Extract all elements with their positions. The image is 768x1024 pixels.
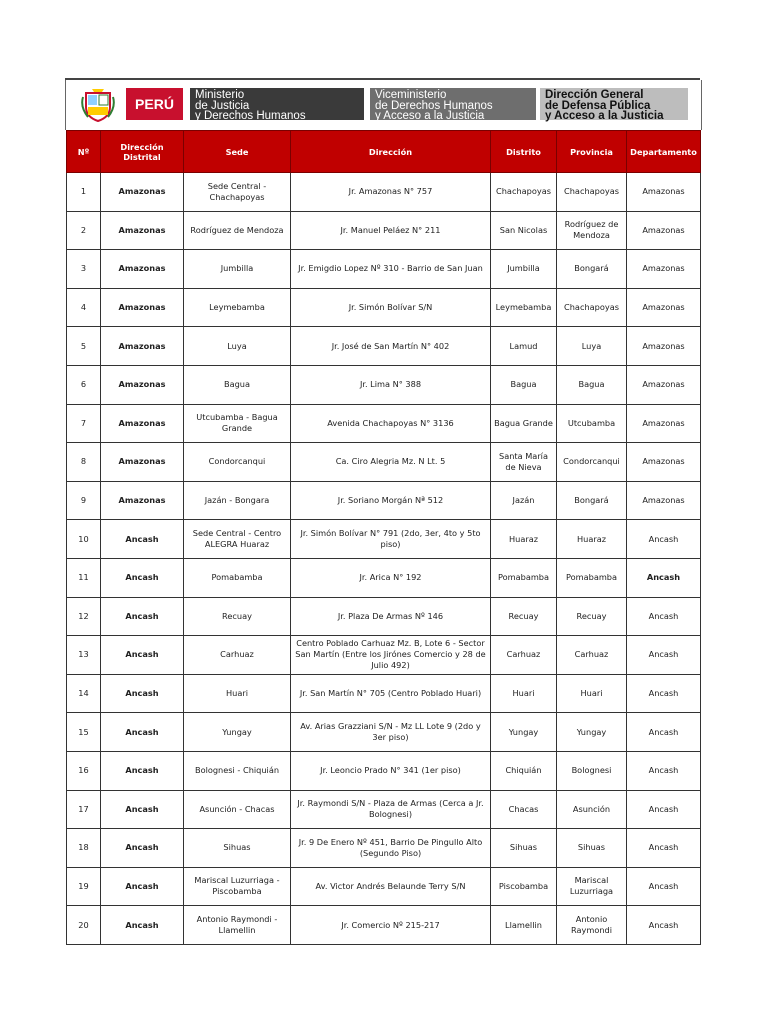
viceministry-label: Viceministerio de Derechos Humanos y Acceso a la Justicia (370, 88, 536, 120)
cell-department: Ancash (627, 558, 701, 597)
cell-number: 3 (67, 250, 101, 289)
table-row (67, 713, 701, 752)
cell-address: Jr. Raymondi S/N - Plaza de Armas (Cerca a Jr. Bolognesi) (291, 790, 491, 829)
cell-district: Bagua (491, 365, 557, 404)
table-row (67, 597, 701, 636)
general-direction-label: Dirección General de Defensa Pública y Acceso a la Justicia (540, 88, 688, 120)
cell-address: Jr. San Martín N° 705 (Centro Poblado Huari) (291, 674, 491, 713)
table-header-row (67, 131, 701, 173)
table-row (67, 636, 701, 675)
cell-department: Amazonas (627, 365, 701, 404)
cell-department: Ancash (627, 520, 701, 559)
cell-province: Rodríguez de Mendoza (557, 211, 627, 250)
cell-office: Yungay (184, 713, 291, 752)
cell-address: Jr. Emigdio Lopez Nº 310 - Barrio de San Juan (291, 250, 491, 289)
cell-office: Recuay (184, 597, 291, 636)
column-header-district: Distrito (491, 131, 557, 173)
cell-office: Condorcanqui (184, 443, 291, 482)
cell-number: 10 (67, 520, 101, 559)
cell-number: 19 (67, 867, 101, 906)
offices-table (66, 130, 701, 945)
column-header-province: Provincia (557, 131, 627, 173)
cell-district-direction: Ancash (101, 790, 184, 829)
column-header-district-direction: Dirección Distrital (101, 131, 184, 173)
table-row (67, 365, 701, 404)
cell-district-direction: Ancash (101, 520, 184, 559)
table-row (67, 906, 701, 945)
cell-province: Sihuas (557, 829, 627, 868)
cell-office: Carhuaz (184, 636, 291, 675)
cell-province: Recuay (557, 597, 627, 636)
cell-province: Mariscal Luzurriaga (557, 867, 627, 906)
cell-district-direction: Amazonas (101, 211, 184, 250)
cell-number: 1 (67, 173, 101, 212)
cell-address: Avenida Chachapoyas N° 3136 (291, 404, 491, 443)
cell-department: Amazonas (627, 250, 701, 289)
cell-address: Jr. José de San Martín N° 402 (291, 327, 491, 366)
cell-department: Ancash (627, 597, 701, 636)
cell-district-direction: Ancash (101, 829, 184, 868)
cell-department: Ancash (627, 906, 701, 945)
table-body (67, 173, 701, 945)
cell-province: Chachapoyas (557, 288, 627, 327)
cell-number: 6 (67, 365, 101, 404)
cell-number: 8 (67, 443, 101, 482)
cell-district-direction: Ancash (101, 751, 184, 790)
cell-office: Bolognesi - Chiquián (184, 751, 291, 790)
coat-of-arms-icon (80, 87, 116, 123)
cell-district: Yungay (491, 713, 557, 752)
cell-district: Jazán (491, 481, 557, 520)
cell-office: Leymebamba (184, 288, 291, 327)
cell-district-direction: Amazonas (101, 443, 184, 482)
cell-department: Ancash (627, 867, 701, 906)
cell-address: Jr. Arica N° 192 (291, 558, 491, 597)
cell-office: Bagua (184, 365, 291, 404)
cell-address: Jr. Amazonas N° 757 (291, 173, 491, 212)
cell-district-direction: Ancash (101, 597, 184, 636)
cell-number: 18 (67, 829, 101, 868)
cell-district: Santa María de Nieva (491, 443, 557, 482)
cell-address: Av. Victor Andrés Belaunde Terry S/N (291, 867, 491, 906)
cell-address: Jr. 9 De Enero Nº 451, Barrio De Pingullo Alto (Segundo Piso) (291, 829, 491, 868)
table-row (67, 211, 701, 250)
cell-district-direction: Ancash (101, 674, 184, 713)
table-row (67, 443, 701, 482)
cell-district: Lamud (491, 327, 557, 366)
document-header (65, 80, 702, 130)
cell-district: Chacas (491, 790, 557, 829)
table-row (67, 288, 701, 327)
cell-province: Huaraz (557, 520, 627, 559)
cell-province: Huari (557, 674, 627, 713)
cell-district: Bagua Grande (491, 404, 557, 443)
cell-department: Ancash (627, 636, 701, 675)
cell-department: Amazonas (627, 404, 701, 443)
column-header-number: Nº (67, 131, 101, 173)
cell-department: Amazonas (627, 288, 701, 327)
cell-number: 7 (67, 404, 101, 443)
table-row (67, 173, 701, 212)
table-row (67, 751, 701, 790)
cell-department: Ancash (627, 829, 701, 868)
cell-office: Pomabamba (184, 558, 291, 597)
table-row (67, 674, 701, 713)
cell-address: Jr. Comercio Nº 215-217 (291, 906, 491, 945)
cell-number: 15 (67, 713, 101, 752)
ministry-label: Ministerio de Justicia y Derechos Humanos (190, 88, 364, 120)
cell-department: Ancash (627, 713, 701, 752)
cell-province: Antonio Raymondi (557, 906, 627, 945)
cell-address: Ca. Ciro Alegria Mz. N Lt. 5 (291, 443, 491, 482)
cell-district: Recuay (491, 597, 557, 636)
cell-province: Bolognesi (557, 751, 627, 790)
cell-address: Jr. Simón Bolívar S/N (291, 288, 491, 327)
cell-province: Carhuaz (557, 636, 627, 675)
cell-office: Sede Central - Centro ALEGRA Huaraz (184, 520, 291, 559)
cell-address: Jr. Manuel Peláez N° 211 (291, 211, 491, 250)
cell-district: Pomabamba (491, 558, 557, 597)
cell-number: 2 (67, 211, 101, 250)
cell-district-direction: Ancash (101, 636, 184, 675)
cell-province: Bagua (557, 365, 627, 404)
table-row (67, 829, 701, 868)
table-row (67, 481, 701, 520)
cell-province: Bongará (557, 481, 627, 520)
cell-district-direction: Ancash (101, 906, 184, 945)
cell-district: Leymebamba (491, 288, 557, 327)
cell-number: 9 (67, 481, 101, 520)
cell-office: Sihuas (184, 829, 291, 868)
cell-number: 20 (67, 906, 101, 945)
cell-district: Chachapoyas (491, 173, 557, 212)
cell-number: 4 (67, 288, 101, 327)
table-row (67, 520, 701, 559)
cell-district: San Nicolas (491, 211, 557, 250)
cell-province: Utcubamba (557, 404, 627, 443)
cell-district-direction: Amazonas (101, 481, 184, 520)
cell-address: Jr. Soriano Morgán Nª 512 (291, 481, 491, 520)
cell-department: Ancash (627, 790, 701, 829)
cell-province: Bongará (557, 250, 627, 289)
cell-office: Sede Central - Chachapoyas (184, 173, 291, 212)
cell-department: Amazonas (627, 481, 701, 520)
cell-district-direction: Amazonas (101, 173, 184, 212)
cell-district-direction: Amazonas (101, 365, 184, 404)
cell-province: Pomabamba (557, 558, 627, 597)
table-row (67, 558, 701, 597)
cell-district: Carhuaz (491, 636, 557, 675)
cell-address: Centro Poblado Carhuaz Mz. B, Lote 6 - Sector San Martín (Entre los Jirónes Comercio y 28 de Julio 492) (291, 636, 491, 675)
cell-number: 5 (67, 327, 101, 366)
cell-number: 11 (67, 558, 101, 597)
cell-address: Jr. Lima N° 388 (291, 365, 491, 404)
cell-department: Amazonas (627, 173, 701, 212)
cell-district: Sihuas (491, 829, 557, 868)
cell-district: Llamellin (491, 906, 557, 945)
cell-office: Mariscal Luzurriaga - Piscobamba (184, 867, 291, 906)
table-row (67, 327, 701, 366)
cell-number: 14 (67, 674, 101, 713)
cell-address: Jr. Simón Bolívar N° 791 (2do, 3er, 4to y 5to piso) (291, 520, 491, 559)
cell-number: 17 (67, 790, 101, 829)
cell-district-direction: Amazonas (101, 404, 184, 443)
cell-address: Av. Arias Grazziani S/N - Mz LL Lote 9 (2do y 3er piso) (291, 713, 491, 752)
cell-address: Jr. Leoncio Prado N° 341 (1er piso) (291, 751, 491, 790)
cell-department: Ancash (627, 751, 701, 790)
cell-district-direction: Ancash (101, 713, 184, 752)
cell-province: Chachapoyas (557, 173, 627, 212)
cell-district-direction: Amazonas (101, 327, 184, 366)
cell-district: Piscobamba (491, 867, 557, 906)
cell-address: Jr. Plaza De Armas Nº 146 (291, 597, 491, 636)
cell-district: Jumbilla (491, 250, 557, 289)
cell-office: Huari (184, 674, 291, 713)
cell-district: Huari (491, 674, 557, 713)
cell-province: Asunción (557, 790, 627, 829)
cell-number: 16 (67, 751, 101, 790)
cell-department: Amazonas (627, 211, 701, 250)
cell-office: Asunción - Chacas (184, 790, 291, 829)
cell-district: Chiquián (491, 751, 557, 790)
column-header-address: Dirección (291, 131, 491, 173)
cell-number: 13 (67, 636, 101, 675)
cell-district-direction: Ancash (101, 867, 184, 906)
cell-province: Condorcanqui (557, 443, 627, 482)
table-row (67, 250, 701, 289)
cell-province: Luya (557, 327, 627, 366)
cell-office: Antonio Raymondi - Llamellin (184, 906, 291, 945)
cell-district-direction: Amazonas (101, 250, 184, 289)
cell-district-direction: Ancash (101, 558, 184, 597)
cell-office: Rodríguez de Mendoza (184, 211, 291, 250)
cell-district-direction: Amazonas (101, 288, 184, 327)
cell-department: Ancash (627, 674, 701, 713)
cell-office: Jazán - Bongara (184, 481, 291, 520)
column-header-department: Departamento (627, 131, 701, 173)
cell-province: Yungay (557, 713, 627, 752)
cell-number: 12 (67, 597, 101, 636)
cell-department: Amazonas (627, 443, 701, 482)
table-row (67, 790, 701, 829)
cell-office: Luya (184, 327, 291, 366)
cell-office: Utcubamba - Bagua Grande (184, 404, 291, 443)
column-header-office: Sede (184, 131, 291, 173)
cell-department: Amazonas (627, 327, 701, 366)
table-row (67, 404, 701, 443)
peru-label: PERÚ (126, 88, 183, 120)
cell-office: Jumbilla (184, 250, 291, 289)
table-row (67, 867, 701, 906)
cell-district: Huaraz (491, 520, 557, 559)
